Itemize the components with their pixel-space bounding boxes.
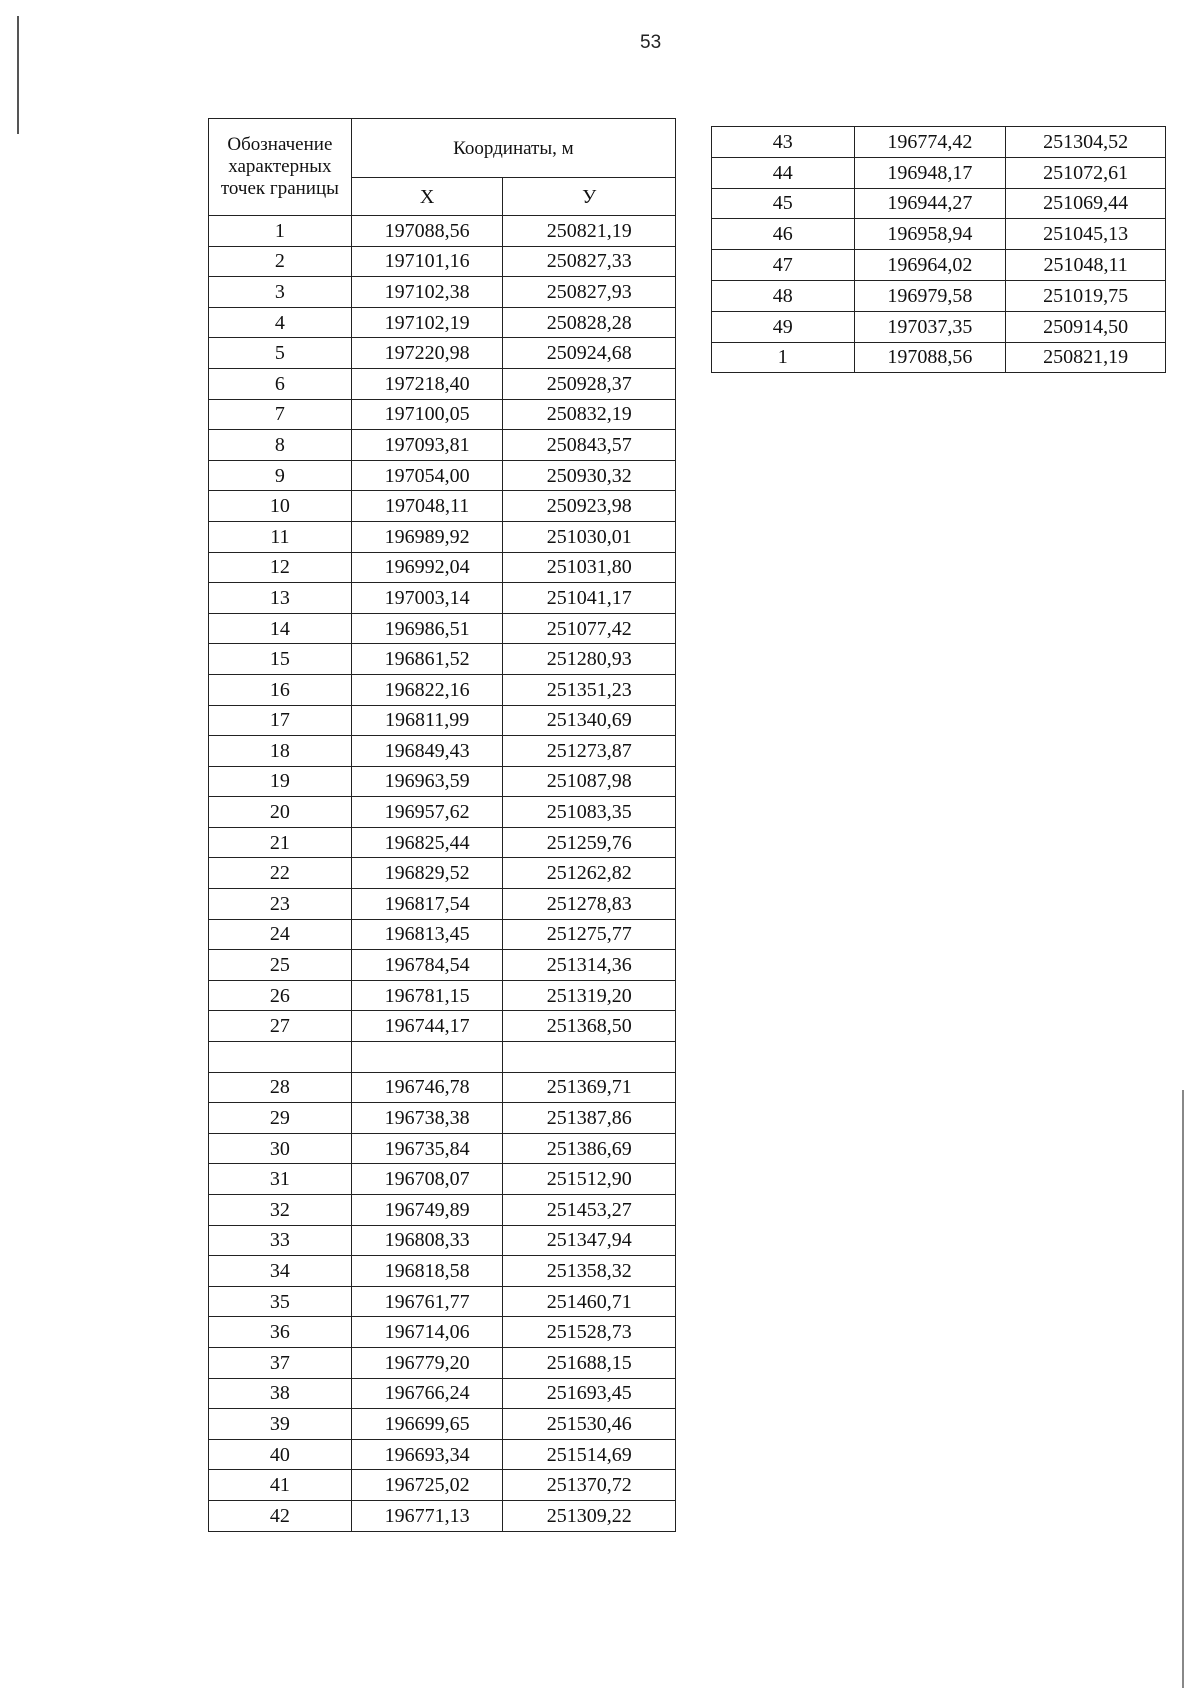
point-number-cell: 8 [209,430,352,461]
x-coordinate-cell: 197088,56 [351,216,503,247]
table-row [209,430,676,461]
point-number-cell: 4 [209,307,352,338]
y-coordinate-cell: 251030,01 [503,521,676,552]
x-coordinate-cell: 196813,45 [351,919,503,950]
point-number-cell: 15 [209,644,352,675]
x-coordinate-cell: 197048,11 [351,491,503,522]
point-number-cell: 45 [712,188,855,219]
table-row [209,1011,676,1042]
coordinates-table [208,118,676,1532]
table-row [209,1286,676,1317]
y-coordinate-cell: 251072,61 [1006,157,1166,188]
x-coordinate-cell: 196808,33 [351,1225,503,1256]
table-row [209,705,676,736]
point-number-cell: 1 [712,342,855,373]
y-coordinate-cell: 251045,13 [1006,219,1166,250]
table-row [209,950,676,981]
y-coordinate-cell: 250914,50 [1006,311,1166,342]
coordinates-table-continuation-body [712,127,1166,373]
x-coordinate-cell: 196825,44 [351,827,503,858]
table-row [712,250,1166,281]
x-coordinate-cell: 197054,00 [351,460,503,491]
point-number-cell: 5 [209,338,352,369]
x-coordinate-cell: 196992,04 [351,552,503,583]
scan-edge-mark [17,16,19,134]
table-row [209,521,676,552]
y-coordinate-cell: 250827,33 [503,246,676,277]
table-row [712,342,1166,373]
x-coordinate-cell: 196749,89 [351,1195,503,1226]
table-row [712,127,1166,158]
y-coordinate-cell: 251273,87 [503,736,676,767]
point-number-cell: 32 [209,1195,352,1226]
point-number-cell: 14 [209,613,352,644]
x-coordinate-cell: 196822,16 [351,674,503,705]
x-coordinate-cell: 197102,38 [351,277,503,308]
x-coordinate-cell: 197037,35 [854,311,1006,342]
y-coordinate-cell: 251528,73 [503,1317,676,1348]
y-coordinate-cell: 251275,77 [503,919,676,950]
x-coordinate-cell: 196861,52 [351,644,503,675]
x-coordinate-cell: 197003,14 [351,583,503,614]
table-row [209,399,676,430]
table-row [712,280,1166,311]
point-number-cell: 29 [209,1103,352,1134]
table-row [209,797,676,828]
point-number-cell: 43 [712,127,855,158]
table-row [209,889,676,920]
point-number-cell: 44 [712,157,855,188]
point-number-cell: 47 [712,250,855,281]
table-row [209,736,676,767]
x-coordinate-cell: 196761,77 [351,1286,503,1317]
table-row [209,1409,676,1440]
point-number-cell: 10 [209,491,352,522]
y-coordinate-cell: 250828,28 [503,307,676,338]
x-coordinate-cell: 197218,40 [351,368,503,399]
y-coordinate-cell: 251309,22 [503,1500,676,1531]
point-number-cell: 35 [209,1286,352,1317]
y-coordinate-cell: 251358,32 [503,1256,676,1287]
y-coordinate-cell: 251347,94 [503,1225,676,1256]
x-coordinate-cell: 196784,54 [351,950,503,981]
x-coordinate-cell: 196818,58 [351,1256,503,1287]
y-coordinate-cell: 251259,76 [503,827,676,858]
y-coordinate-cell: 251048,11 [1006,250,1166,281]
y-coordinate-cell: 251514,69 [503,1439,676,1470]
x-coordinate-cell: 196708,07 [351,1164,503,1195]
point-number-cell: 36 [209,1317,352,1348]
x-coordinate-cell: 197100,05 [351,399,503,430]
coordinates-table-continuation [711,126,1166,373]
table-row [209,552,676,583]
table-row [209,1195,676,1226]
table-row [209,1042,676,1073]
y-header: У [503,178,676,216]
point-number-cell: 30 [209,1133,352,1164]
point-number-cell: 21 [209,827,352,858]
table-row [209,1256,676,1287]
y-coordinate-cell: 251368,50 [503,1011,676,1042]
x-coordinate-cell: 196735,84 [351,1133,503,1164]
table-row [712,157,1166,188]
point-number-cell: 23 [209,889,352,920]
point-number-cell: 34 [209,1256,352,1287]
y-coordinate-cell: 251340,69 [503,705,676,736]
designation-header: Обозначение характерных точек границы [209,119,352,216]
x-coordinate-cell: 196849,43 [351,736,503,767]
y-coordinate-cell: 250832,19 [503,399,676,430]
x-coordinate-cell: 196829,52 [351,858,503,889]
x-coordinate-cell: 197101,16 [351,246,503,277]
x-coordinate-cell: 196948,17 [854,157,1006,188]
point-number-cell [209,1042,352,1073]
y-coordinate-cell: 251019,75 [1006,280,1166,311]
point-number-cell: 20 [209,797,352,828]
point-number-cell: 7 [209,399,352,430]
table-row [209,460,676,491]
point-number-cell: 22 [209,858,352,889]
x-coordinate-cell: 196811,99 [351,705,503,736]
point-number-cell: 40 [209,1439,352,1470]
table-row [209,338,676,369]
point-number-cell: 6 [209,368,352,399]
table-row [209,1103,676,1134]
table-row [209,368,676,399]
table-row [209,1317,676,1348]
y-coordinate-cell: 251693,45 [503,1378,676,1409]
point-number-cell: 27 [209,1011,352,1042]
table-row [209,644,676,675]
point-number-cell: 33 [209,1225,352,1256]
table-row [712,311,1166,342]
x-coordinate-cell: 196725,02 [351,1470,503,1501]
y-coordinate-cell: 251083,35 [503,797,676,828]
point-number-cell: 12 [209,552,352,583]
point-number-cell: 42 [209,1500,352,1531]
y-coordinate-cell: 250924,68 [503,338,676,369]
point-number-cell: 37 [209,1347,352,1378]
point-number-cell: 25 [209,950,352,981]
x-coordinate-cell: 197093,81 [351,430,503,461]
table-row [209,216,676,247]
y-coordinate-cell: 251262,82 [503,858,676,889]
y-coordinate-cell: 251387,86 [503,1103,676,1134]
table-row [209,1500,676,1531]
point-number-cell: 13 [209,583,352,614]
y-coordinate-cell: 251278,83 [503,889,676,920]
table-row [209,277,676,308]
x-coordinate-cell: 196781,15 [351,980,503,1011]
table-row [209,246,676,277]
y-coordinate-cell: 250930,32 [503,460,676,491]
y-coordinate-cell: 251369,71 [503,1072,676,1103]
table-row [209,1164,676,1195]
table-row [209,1378,676,1409]
point-number-cell: 46 [712,219,855,250]
y-coordinate-cell: 251041,17 [503,583,676,614]
table-row [209,674,676,705]
y-coordinate-cell: 251512,90 [503,1164,676,1195]
x-coordinate-cell: 197102,19 [351,307,503,338]
point-number-cell: 31 [209,1164,352,1195]
page-number: 53 [640,32,662,53]
x-coordinate-cell: 196957,62 [351,797,503,828]
table-row [712,219,1166,250]
table-row [209,919,676,950]
y-coordinate-cell [503,1042,676,1073]
point-number-cell: 9 [209,460,352,491]
coordinates-header: Координаты, м [351,119,675,178]
point-number-cell: 41 [209,1470,352,1501]
scan-edge-mark [1182,1090,1184,1688]
table-row [209,1470,676,1501]
table-row [209,1439,676,1470]
table-row [712,188,1166,219]
y-coordinate-cell: 251077,42 [503,613,676,644]
y-coordinate-cell: 250821,19 [503,216,676,247]
y-coordinate-cell: 251351,23 [503,674,676,705]
y-coordinate-cell: 250928,37 [503,368,676,399]
point-number-cell: 48 [712,280,855,311]
x-header: X [351,178,503,216]
x-coordinate-cell: 196766,24 [351,1378,503,1409]
y-coordinate-cell: 251031,80 [503,552,676,583]
y-coordinate-cell: 251530,46 [503,1409,676,1440]
x-coordinate-cell: 196693,34 [351,1439,503,1470]
x-coordinate-cell: 196774,42 [854,127,1006,158]
table-row [209,613,676,644]
table-row [209,1347,676,1378]
y-coordinate-cell: 251319,20 [503,980,676,1011]
x-coordinate-cell: 196944,27 [854,188,1006,219]
table-row [209,827,676,858]
table-row [209,491,676,522]
x-coordinate-cell: 196989,92 [351,521,503,552]
x-coordinate-cell [351,1042,503,1073]
x-coordinate-cell: 196979,58 [854,280,1006,311]
y-coordinate-cell: 251460,71 [503,1286,676,1317]
x-coordinate-cell: 196738,38 [351,1103,503,1134]
x-coordinate-cell: 196744,17 [351,1011,503,1042]
x-coordinate-cell: 196714,06 [351,1317,503,1348]
y-coordinate-cell: 251688,15 [503,1347,676,1378]
point-number-cell: 3 [209,277,352,308]
point-number-cell: 24 [209,919,352,950]
x-coordinate-cell: 196817,54 [351,889,503,920]
table-row [209,1225,676,1256]
x-coordinate-cell: 196779,20 [351,1347,503,1378]
x-coordinate-cell: 197088,56 [854,342,1006,373]
point-number-cell: 1 [209,216,352,247]
point-number-cell: 19 [209,766,352,797]
x-coordinate-cell: 196963,59 [351,766,503,797]
table-row [209,980,676,1011]
y-coordinate-cell: 250843,57 [503,430,676,461]
x-coordinate-cell: 196964,02 [854,250,1006,281]
table-row [209,1133,676,1164]
table-row [209,858,676,889]
point-number-cell: 39 [209,1409,352,1440]
x-coordinate-cell: 196958,94 [854,219,1006,250]
y-coordinate-cell: 250827,93 [503,277,676,308]
y-coordinate-cell: 251453,27 [503,1195,676,1226]
point-number-cell: 49 [712,311,855,342]
y-coordinate-cell: 251314,36 [503,950,676,981]
y-coordinate-cell: 250923,98 [503,491,676,522]
table-row [209,583,676,614]
point-number-cell: 28 [209,1072,352,1103]
y-coordinate-cell: 251386,69 [503,1133,676,1164]
y-coordinate-cell: 251280,93 [503,644,676,675]
coordinates-table-body [209,216,676,1532]
x-coordinate-cell: 196699,65 [351,1409,503,1440]
y-coordinate-cell: 251304,52 [1006,127,1166,158]
y-coordinate-cell: 251370,72 [503,1470,676,1501]
x-coordinate-cell: 196746,78 [351,1072,503,1103]
point-number-cell: 38 [209,1378,352,1409]
y-coordinate-cell: 251069,44 [1006,188,1166,219]
point-number-cell: 18 [209,736,352,767]
table-row [209,307,676,338]
table-row [209,1072,676,1103]
x-coordinate-cell: 197220,98 [351,338,503,369]
point-number-cell: 26 [209,980,352,1011]
x-coordinate-cell: 196771,13 [351,1500,503,1531]
y-coordinate-cell: 250821,19 [1006,342,1166,373]
point-number-cell: 17 [209,705,352,736]
x-coordinate-cell: 196986,51 [351,613,503,644]
point-number-cell: 11 [209,521,352,552]
y-coordinate-cell: 251087,98 [503,766,676,797]
table-row [209,766,676,797]
point-number-cell: 2 [209,246,352,277]
point-number-cell: 16 [209,674,352,705]
